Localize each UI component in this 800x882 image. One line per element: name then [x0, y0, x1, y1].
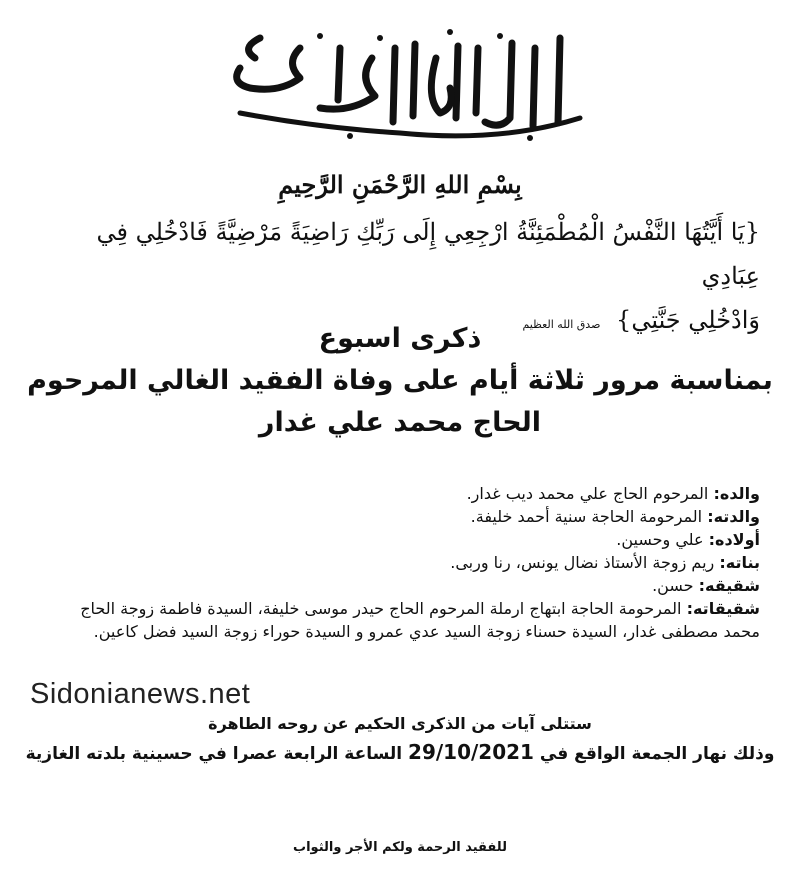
title-line-2: بمناسبة مرور ثلاثة أيام على وفاة الفقيد الغالي المرحوم	[27, 365, 773, 396]
daughters-value: ريم زوجة الأستاذ نضال يونس، رنا وربى.	[450, 553, 715, 572]
family-row-mother	[40, 505, 760, 528]
family-row-brother	[40, 574, 760, 597]
title-line-1: ذكرى اسبوع	[318, 323, 482, 354]
daughters-label: بناته:	[719, 553, 760, 572]
recitation-note: ستتلى آيات من الذكرى الحكيم عن روحه الطاهرة	[208, 714, 592, 733]
site-watermark: Sidonianews.net	[30, 678, 251, 710]
title-line-3: الحاج محمد علي غدار	[258, 407, 542, 438]
verse-line-1: {يَا أَيَّتُهَا النَّفْسُ الْمُطْمَئِنَّةُ ارْجِعِي إِلَى رَبِّكِ رَاضِيَةً مَرْضِيَّةً فَادْخُلِي فِي عِبَادِي	[96, 218, 760, 290]
sisters-value: المرحومة الحاجة ابتهاج ارملة المرحوم الحاج حيدر موسى خليفة، السيدة فاطمة زوجة الحاج محمد مصطفى غدار، السيدة حسناء زوجة السيد عدي عمرو و السيدة حوراء زوجة السيد فضل كاعين.	[80, 599, 760, 641]
calligraphy-logo	[200, 18, 600, 148]
ceremony-time-place	[0, 740, 800, 764]
mother-label: والدته:	[707, 507, 760, 526]
sadaq-note: صدق الله العظيم	[522, 318, 601, 331]
father-label: والده:	[713, 484, 760, 503]
ceremony-date: 29/10/2021	[408, 740, 534, 764]
family-row-sons	[40, 528, 760, 551]
sons-label: أولاده:	[708, 530, 760, 549]
family-row-daughters	[40, 551, 760, 574]
sons-value: علي وحسين.	[616, 530, 704, 549]
sisters-label: شقيقاته:	[686, 599, 760, 618]
family-row-sisters	[40, 597, 760, 643]
father-value: المرحوم الحاج علي محمد ديب غدار.	[466, 484, 709, 503]
closing-condolence: للفقيد الرحمة ولكم الأجر والثواب	[293, 840, 507, 855]
mother-value: المرحومة الحاجة سنية أحمد خليفة.	[470, 507, 703, 526]
verse-line-2-text: وَادْخُلِي جَنَّتِي}	[616, 306, 760, 334]
ceremony-place: الساعة الرابعة عصرا في حسينية بلدته الغازية	[25, 744, 403, 764]
brother-value: حسن.	[652, 576, 694, 595]
bismillah: بِسْمِ اللهِ الرَّحْمَنِ الرَّحِيمِ	[278, 170, 522, 199]
announcement-title	[0, 318, 800, 444]
family-details	[40, 482, 760, 643]
brother-label: شقيقه:	[698, 576, 760, 595]
family-row-father	[40, 482, 760, 505]
ceremony-day: وذلك نهار الجمعة الواقع في	[539, 744, 775, 764]
